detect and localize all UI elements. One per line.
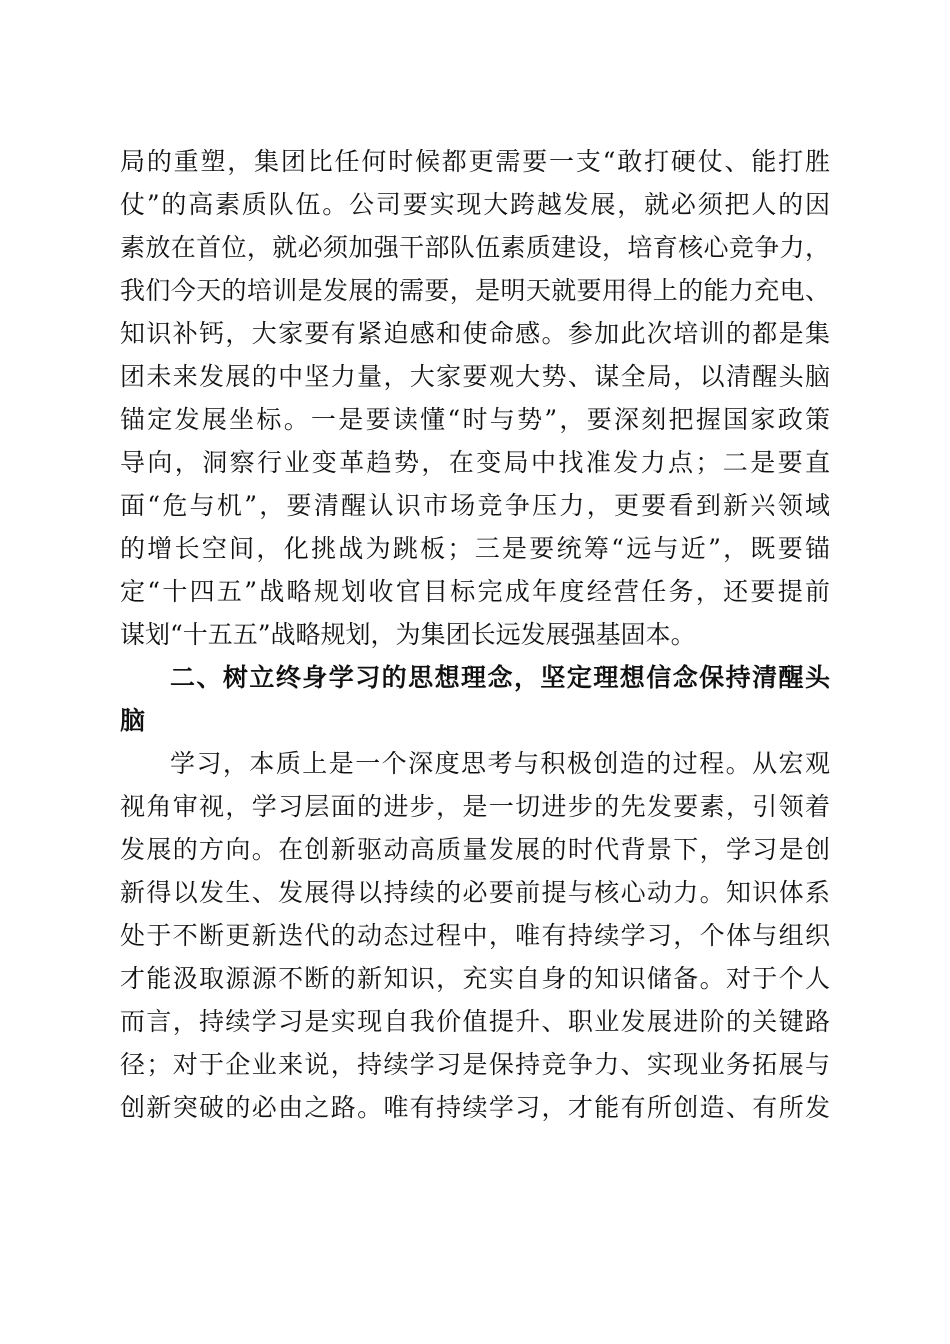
text-line: 处于不断更新迭代的动态过程中，唯有持续学习，个体与组织 [120,921,830,950]
text-line: 创新突破的必由之路。唯有持续学习，才能有所创造、有所发 [120,1093,830,1122]
text-line: 仗”的高素质队伍。公司要实现大跨越发展，就必须把人的因 [120,190,830,219]
paragraph-1 [120,140,830,656]
text-line: 谋划“十五五”战略规划，为集团长远发展强基固本。 [120,620,696,649]
section-heading [120,656,830,742]
text-line: 素放在首位，就必须加强干部队伍素质建设，培育核心竞争力， [120,233,830,262]
text-line: 径；对于企业来说，持续学习是保持竞争力、实现业务拓展与 [120,1050,830,1079]
text-line: 才能汲取源源不断的新知识，充实自身的知识储备。对于个人 [120,964,830,993]
text-line: 而言，持续学习是实现自我价值提升、职业发展进阶的关键路 [120,1007,830,1036]
heading-line: 二、树立终身学习的思想理念，坚定理想信念保持清醒头 [170,663,830,692]
text-line: 视角审视，学习层面的进步，是一切进步的先发要素，引领着 [120,792,830,821]
document-page [120,140,830,1129]
text-line: 知识补钙，大家要有紧迫感和使命感。参加此次培训的都是集 [120,319,830,348]
text-line: 学习，本质上是一个深度思考与积极创造的过程。从宏观 [170,749,830,778]
heading-line: 脑 [120,706,146,735]
text-line: 新得以发生、发展得以持续的必要前提与核心动力。知识体系 [120,878,830,907]
text-line: 定“十四五”战略规划收官目标完成年度经营任务，还要提前 [120,577,830,606]
text-line: 团未来发展的中坚力量，大家要观大势、谋全局，以清醒头脑 [120,362,830,391]
text-line: 导向，洞察行业变革趋势，在变局中找准发力点；二是要直 [120,448,830,477]
text-line: 我们今天的培训是发展的需要，是明天就要用得上的能力充电、 [120,276,830,305]
text-line: 锚定发展坐标。一是要读懂“时与势”，要深刻把握国家政策 [120,405,830,434]
paragraph-2 [120,742,830,1129]
text-line: 的增长空间，化挑战为跳板；三是要统筹“远与近”，既要锚 [120,534,830,563]
text-line: 发展的方向。在创新驱动高质量发展的时代背景下，学习是创 [120,835,830,864]
text-line: 局的重塑，集团比任何时候都更需要一支“敢打硬仗、能打胜 [120,147,830,176]
text-line: 面“危与机”，要清醒认识市场竞争压力，更要看到新兴领域 [120,491,830,520]
